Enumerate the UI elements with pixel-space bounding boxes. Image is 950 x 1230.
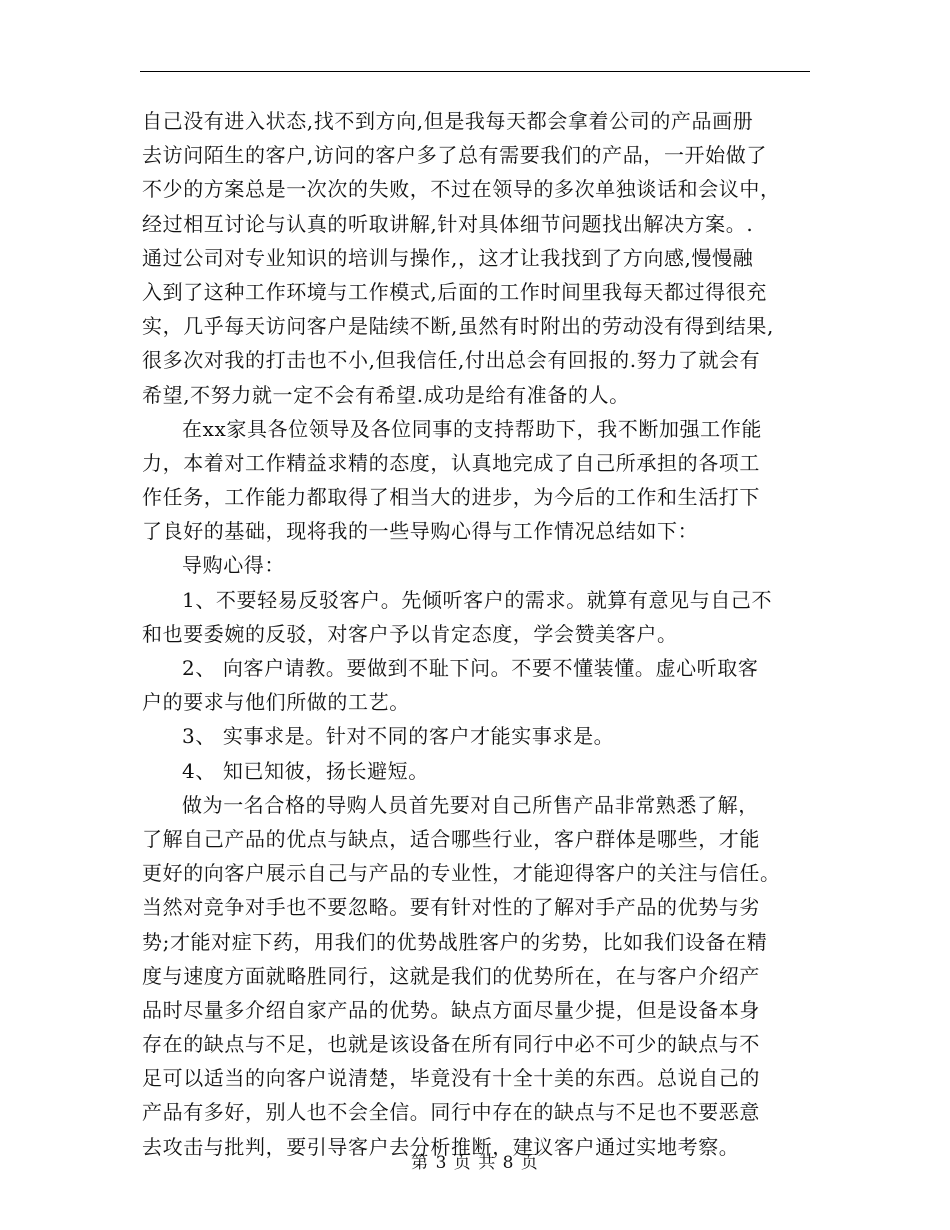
text-line: 通过公司对专业知识的培训与操作,，这才让我找到了方向感,慢慢融 — [142, 245, 754, 270]
text-line: 品时尽量多介绍自家产品的优势。缺点方面尽量少提，但是设备本身 — [142, 997, 760, 1022]
paragraph-start-line: 做为一名合格的导购人员首先要对自己所售产品非常熟悉了解， — [182, 792, 759, 817]
text-line: 自己没有进入状态,找不到方向,但是我每天都会拿着公司的产品画册 — [142, 109, 754, 133]
text-line: 实，几乎每天访问客户是陆续不断,虽然有时附出的劳动没有得到结果, — [142, 314, 774, 339]
text-line: 希望,不努力就一定不会有希望.成功是给有准备的人。 — [142, 382, 630, 407]
text-line: 产品有多好，别人也不会全信。同行中存在的缺点与不足也不要恶意 — [142, 1100, 760, 1125]
text-line: 足可以适当的向客户说清楚，毕竟没有十全十美的东西。总说自己的 — [142, 1066, 760, 1091]
text-line: 去攻击与批判，要引导客户去分析推断，建议客户通过实地考察。 — [142, 1134, 740, 1159]
text-line: 很多次对我的打击也不小,但我信任,付出总会有回报的.努力了就会有 — [142, 348, 761, 373]
text-line: 去访问陌生的客户,访问的客户多了总有需要我们的产品，一开始做了 — [142, 143, 767, 168]
text-line: 户的要求与他们所做的工艺。 — [142, 690, 410, 715]
text-line: 入到了这种工作环境与工作模式,后面的工作时间里我每天都过得很充 — [142, 279, 767, 304]
header-rule — [140, 71, 810, 72]
list-item-1: 1、不要轻易反驳客户。先倾听客户的需求。就算有意见与自己不 — [182, 587, 773, 612]
text-line: 了解自己产品的优点与缺点，适合哪些行业，客户群体是哪些，才能 — [142, 826, 760, 851]
document-body — [142, 104, 814, 1164]
list-item-3: 3、 实事求是。针对不同的客户才能实事求是。 — [182, 724, 615, 749]
page-number-footer: 第 3 页 共 8 页 — [411, 1153, 539, 1173]
text-line: 存在的缺点与不足，也就是该设备在所有同行中必不可少的缺点与不 — [142, 1032, 760, 1057]
text-line: 势;才能对症下药，用我们的优势战胜客户的劣势，比如我们设备在精 — [142, 929, 768, 954]
text-line: 不少的方案总是一次次的失败，不过在领导的多次单独谈话和会议中， — [142, 177, 781, 202]
text-line: 了良好的基础，现将我的一些导购心得与工作情况总结如下： — [142, 519, 699, 544]
list-item-4: 4、 知已知彼，扬长避短。 — [182, 758, 429, 783]
list-item-2: 2、 向客户请教。要做到不耻下问。不要不懂装懂。虚心听取客 — [182, 656, 759, 680]
text-line: 当然对竞争对手也不要忽略。要有针对性的了解对手产品的优势与劣 — [142, 895, 760, 920]
text-line: 和也要委婉的反驳，对客户予以肯定态度，学会赞美客户。 — [142, 621, 678, 646]
text-line: 度与速度方面就略胜同行，这就是我们的优势所在，在与客户介绍产 — [142, 963, 760, 988]
text-line: 作任务，工作能力都取得了相当大的进步，为今后的工作和生活打下 — [142, 485, 760, 510]
text-line: 力，本着对工作精益求精的态度，认真地完成了自己所承担的各项工 — [142, 450, 760, 475]
text-line: 更好的向客户展示自己与产品的专业性，才能迎得客户的关注与信任。 — [142, 861, 781, 886]
text-line: 经过相互讨论与认真的听取讲解,针对具体细节问题找出解决方案。. — [142, 211, 754, 236]
paragraph-start-line: 在xx家具各位领导及各位同事的支持帮助下，我不断加强工作能 — [182, 416, 762, 441]
section-heading: 导购心得： — [182, 553, 285, 578]
